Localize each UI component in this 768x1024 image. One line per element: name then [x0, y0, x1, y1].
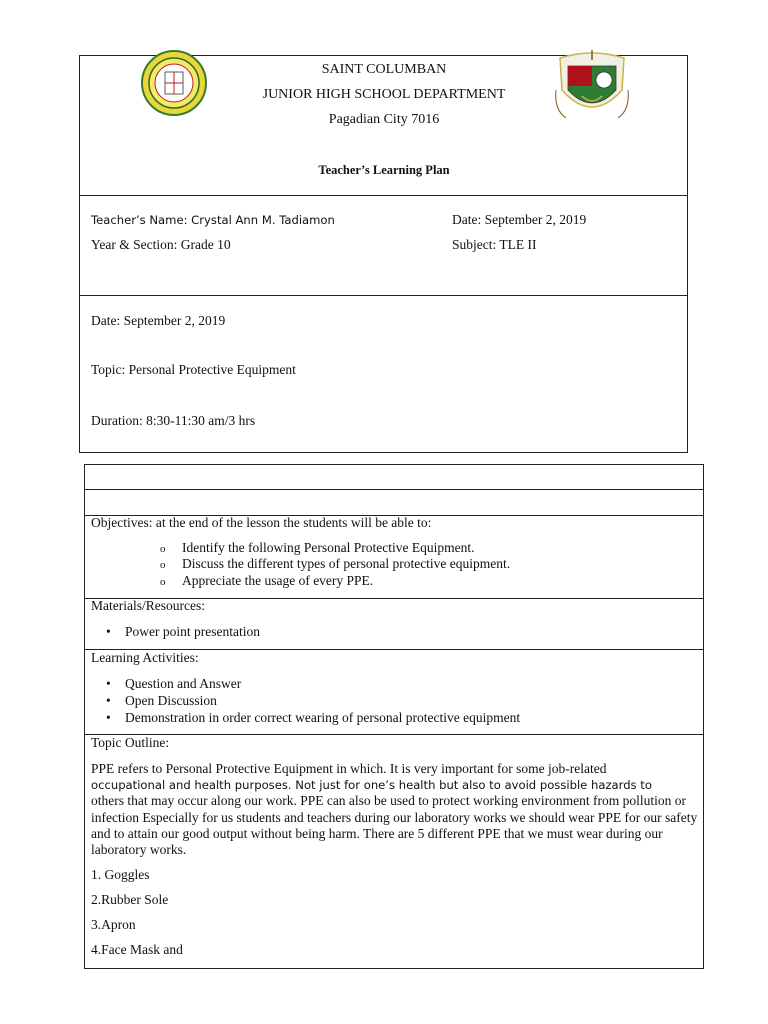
- subject: Subject: TLE II: [452, 237, 537, 252]
- list-item: [160, 573, 373, 589]
- table-empty-row-2: [84, 490, 704, 516]
- ppe-list-item: 3.Apron: [91, 917, 136, 932]
- objective-text: Identify the following Personal Protective Equipment.: [182, 540, 475, 555]
- activity-text: Open Discussion: [125, 693, 217, 708]
- bullet-icon: •: [106, 676, 111, 691]
- objectives-heading: Objectives: at the end of the lesson the students will be able to:: [91, 515, 432, 530]
- list-item: [106, 710, 520, 726]
- outline-line: occupational and health purposes. Not just for one’s health but also to avoid possible hazards to: [91, 778, 652, 793]
- list-item: [160, 556, 510, 572]
- teacher-name: [91, 212, 335, 228]
- list-item: [106, 676, 241, 692]
- activities-heading: Learning Activities:: [91, 650, 199, 665]
- circle-bullet-icon: o: [160, 543, 166, 555]
- list-item: [106, 624, 260, 640]
- activity-text: Demonstration in order correct wearing of personal protective equipment: [125, 710, 521, 725]
- ppe-list-item: 1. Goggles: [91, 867, 150, 882]
- bullet-icon: •: [106, 624, 111, 639]
- teacher-name-value: : Crystal Ann M. Tadiamon: [183, 213, 335, 227]
- plan-title: Teacher’s Learning Plan: [318, 163, 450, 177]
- outline-line: PPE refers to Personal Protective Equipment in which. It is very important for some job-related: [91, 761, 607, 776]
- circle-bullet-icon: o: [160, 576, 166, 588]
- year-section: Year & Section: Grade 10: [91, 237, 231, 252]
- session-topic: Topic: Personal Protective Equipment: [91, 362, 296, 377]
- objective-text: Discuss the different types of personal protective equipment.: [182, 556, 511, 571]
- plan-date: Date: September 2, 2019: [452, 212, 587, 227]
- materials-heading: Materials/Resources:: [91, 598, 205, 613]
- department-name: JUNIOR HIGH SCHOOL DEPARTMENT: [262, 87, 506, 102]
- ppe-list-item: 4.Face Mask and: [91, 942, 183, 957]
- activity-text: Question and Answer: [125, 676, 242, 691]
- table-empty-row-1: [84, 464, 704, 490]
- objective-text: Appreciate the usage of every PPE.: [182, 573, 374, 588]
- outline-heading: Topic Outline:: [91, 735, 170, 750]
- list-item: [160, 540, 474, 556]
- material-text: Power point presentation: [125, 624, 260, 639]
- school-name: SAINT COLUMBAN: [321, 62, 447, 77]
- ppe-list-item: 2.Rubber Sole: [91, 892, 169, 907]
- teacher-name-label: Teacher’s Name: [91, 213, 184, 227]
- outline-paragraph: [91, 761, 699, 858]
- bullet-icon: •: [106, 693, 111, 708]
- city: Pagadian City 7016: [328, 112, 440, 127]
- session-duration: Duration: 8:30-11:30 am/3 hrs: [91, 413, 256, 428]
- outline-text: others that may occur along our work. PPE can also be used to protect working environment from pollution or infection Especially for us students and teachers during our laboratory works we should wear PPE for our safety and to attain our good output without being harm. There are 5 different PPE that we must wear during our laboratory works.: [91, 793, 698, 858]
- circle-bullet-icon: o: [160, 559, 166, 571]
- list-item: [106, 693, 217, 709]
- school-seal-icon: [141, 50, 207, 116]
- session-date: Date: September 2, 2019: [91, 313, 226, 328]
- bullet-icon: •: [106, 710, 111, 725]
